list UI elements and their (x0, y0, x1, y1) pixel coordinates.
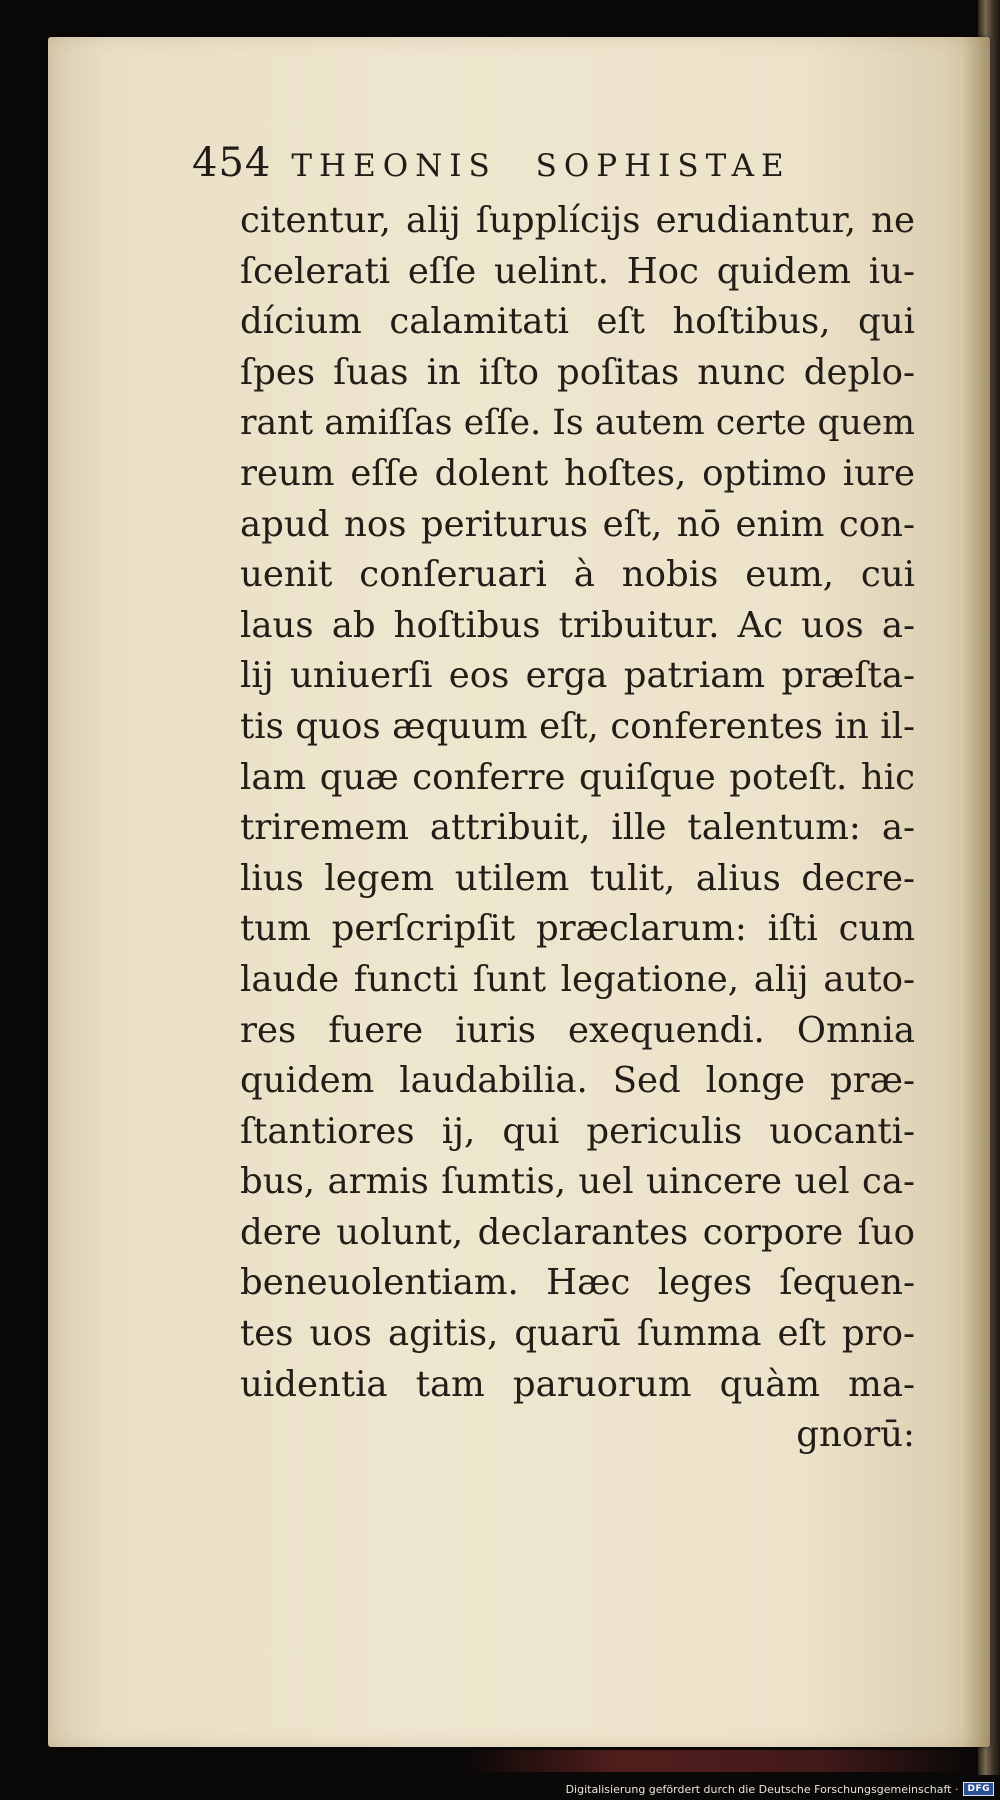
binding-edge (470, 1750, 970, 1772)
text-line: dícium calamitati eſt hoſtibus, qui (240, 301, 915, 343)
text-line: apud nos periturus eſt, nō enim con- (240, 503, 915, 545)
text-line: res fuere iuris exequendi. Omnia (240, 1009, 915, 1051)
text-line: tis quos æquum eſt, conferentes in il- (240, 705, 915, 747)
running-title: THEONIS SOPHISTAE (291, 148, 791, 184)
text-line: quidem laudabilia. Sed longe præ- (240, 1060, 915, 1102)
text-line: dere uolunt, declarantes corpore ſuo (240, 1211, 915, 1253)
text-line: lij uniuerſi eos erga patriam præſta- (240, 655, 915, 697)
page-edge-shadow (962, 37, 990, 1747)
text-line: ſpes ſuas in iſto poſitas nunc deplo- (240, 351, 915, 393)
text-line: laus ab hoſtibus tribuitur. Ac uos a- (240, 604, 915, 646)
text-line: laude functi ſunt legatione, alij auto- (240, 958, 915, 1000)
text-line: bus, armis ſumtis, uel uincere uel ca- (240, 1161, 915, 1203)
text-line: tum perſcripſit præclarum: iſti cum (240, 908, 915, 950)
page-number: 454 (192, 140, 272, 186)
text-line: ſtantiores ij, qui periculis uocanti- (240, 1110, 915, 1152)
text-line: lius legem utilem tulit, alius decre- (240, 857, 915, 899)
digitization-credit (566, 1781, 994, 1797)
dfg-logo: DFG (963, 1782, 994, 1796)
text-line: reum eſſe dolent hoſtes, optimo iure (240, 452, 915, 494)
text-line: ſcelerati eſſe uelint. Hoc quidem iu- (240, 250, 915, 292)
running-header (192, 140, 912, 196)
text-line: gnorū: (796, 1414, 915, 1456)
text-line: uidentia tam paruorum quàm ma- (240, 1363, 915, 1405)
text-line: lam quæ conferre quiſque poteſt. hic (240, 756, 915, 798)
credit-text: Digitalisierung gefördert durch die Deutsche Forschungsgemeinschaft · (565, 1782, 959, 1796)
text-line: rant amiſſas eſſe. Is autem certe quem (240, 403, 915, 444)
body-text (240, 196, 915, 1461)
text-line: citentur, alij ſupplícijs erudiantur, ne (240, 200, 915, 241)
text-line: beneuolentiam. Hæc leges ſequen- (240, 1262, 915, 1304)
text-line: tes uos agitis, quarū ſumma eſt pro- (240, 1313, 915, 1355)
text-line: triremem attribuit, ille talentum: a- (240, 807, 915, 849)
text-line: uenit conſeruari à nobis eum, cui (240, 554, 915, 596)
